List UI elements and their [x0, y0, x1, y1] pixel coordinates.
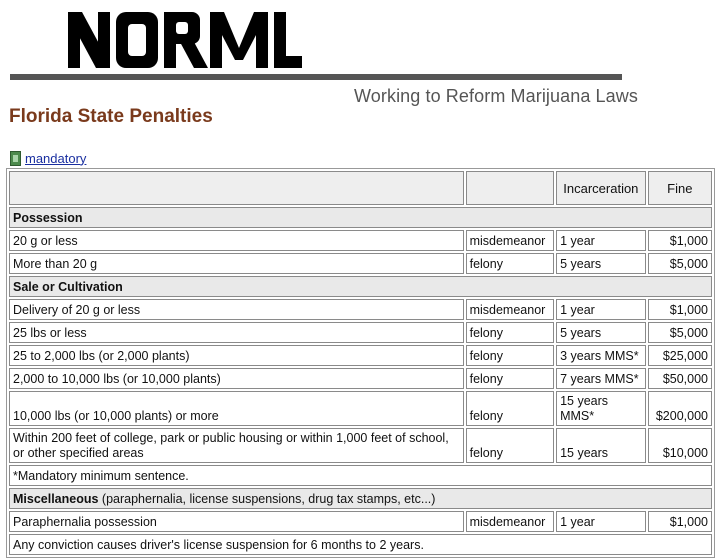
table-row [9, 511, 712, 532]
fine-cell: $1,000 [648, 511, 712, 532]
table-row [9, 230, 712, 251]
table-row [9, 391, 712, 426]
incarceration-cell: 1 year [556, 511, 646, 532]
classification-cell: felony [466, 345, 555, 366]
offense-cell: Within 200 feet of college, park or public housing or within 1,000 feet of school, or other specified areas [9, 428, 464, 463]
offense-cell: 25 to 2,000 lbs (or 2,000 plants) [9, 345, 464, 366]
license-note: Any conviction causes driver's license suspension for 6 months to 2 years. [9, 534, 712, 555]
table-row [9, 345, 712, 366]
classification-cell: felony [466, 391, 555, 426]
footnote: *Mandatory minimum sentence. [9, 465, 712, 486]
section-header-row [9, 488, 712, 509]
incarceration-cell: 7 years MMS* [556, 368, 646, 389]
fine-cell: $10,000 [648, 428, 712, 463]
mandatory-link[interactable]: mandatory [25, 150, 87, 166]
header-offense [9, 171, 464, 205]
classification-cell: felony [466, 322, 555, 343]
offense-cell: 25 lbs or less [9, 322, 464, 343]
incarceration-cell: 3 years MMS* [556, 345, 646, 366]
incarceration-cell: 1 year [556, 230, 646, 251]
section-header-row [9, 276, 712, 297]
incarceration-cell: 15 years [556, 428, 646, 463]
classification-cell: misdemeanor [466, 299, 555, 320]
header-incarceration: Incarceration [556, 171, 646, 205]
offense-cell: More than 20 g [9, 253, 464, 274]
tagline: Working to Reform Marijuana Laws [354, 86, 638, 106]
table-row [9, 428, 712, 463]
table-header-row [9, 171, 712, 205]
section-title-cell [9, 488, 712, 509]
section-subtitle: (paraphernalia, license suspensions, drug tax stamps, etc...) [98, 492, 436, 506]
offense-cell: Delivery of 20 g or less [9, 299, 464, 320]
section-title: Sale or Cultivation [9, 276, 712, 297]
fine-cell: $50,000 [648, 368, 712, 389]
offense-cell: 20 g or less [9, 230, 464, 251]
incarceration-cell: 1 year [556, 299, 646, 320]
classification-cell: felony [466, 428, 555, 463]
penalties-table [6, 168, 715, 558]
section-header-row [9, 207, 712, 228]
classification-cell: misdemeanor [466, 230, 555, 251]
norml-logo [68, 8, 302, 72]
classification-cell: felony [466, 253, 555, 274]
section-title: Miscellaneous [13, 492, 99, 506]
footnote-row [9, 465, 712, 486]
offense-cell: Paraphernalia possession [9, 511, 464, 532]
section-title: Possession [9, 207, 712, 228]
footnote-row [9, 534, 712, 555]
mandatory-swatch-icon [10, 151, 21, 166]
incarceration-cell: 5 years [556, 253, 646, 274]
fine-cell: $25,000 [648, 345, 712, 366]
table-row [9, 253, 712, 274]
table-row [9, 368, 712, 389]
fine-cell: $5,000 [648, 253, 712, 274]
table-row [9, 322, 712, 343]
header-rule [10, 74, 622, 80]
fine-cell: $1,000 [648, 230, 712, 251]
incarceration-cell: 5 years [556, 322, 646, 343]
page-title: Florida State Penalties [9, 106, 213, 127]
table-row [9, 299, 712, 320]
offense-cell: 10,000 lbs (or 10,000 plants) or more [9, 391, 464, 426]
fine-cell: $200,000 [648, 391, 712, 426]
classification-cell: felony [466, 368, 555, 389]
header-fine: Fine [648, 171, 712, 205]
fine-cell: $1,000 [648, 299, 712, 320]
header-classification [466, 171, 555, 205]
incarceration-cell: 15 years MMS* [556, 391, 646, 426]
classification-cell: misdemeanor [466, 511, 555, 532]
legend [10, 149, 86, 167]
offense-cell: 2,000 to 10,000 lbs (or 10,000 plants) [9, 368, 464, 389]
fine-cell: $5,000 [648, 322, 712, 343]
